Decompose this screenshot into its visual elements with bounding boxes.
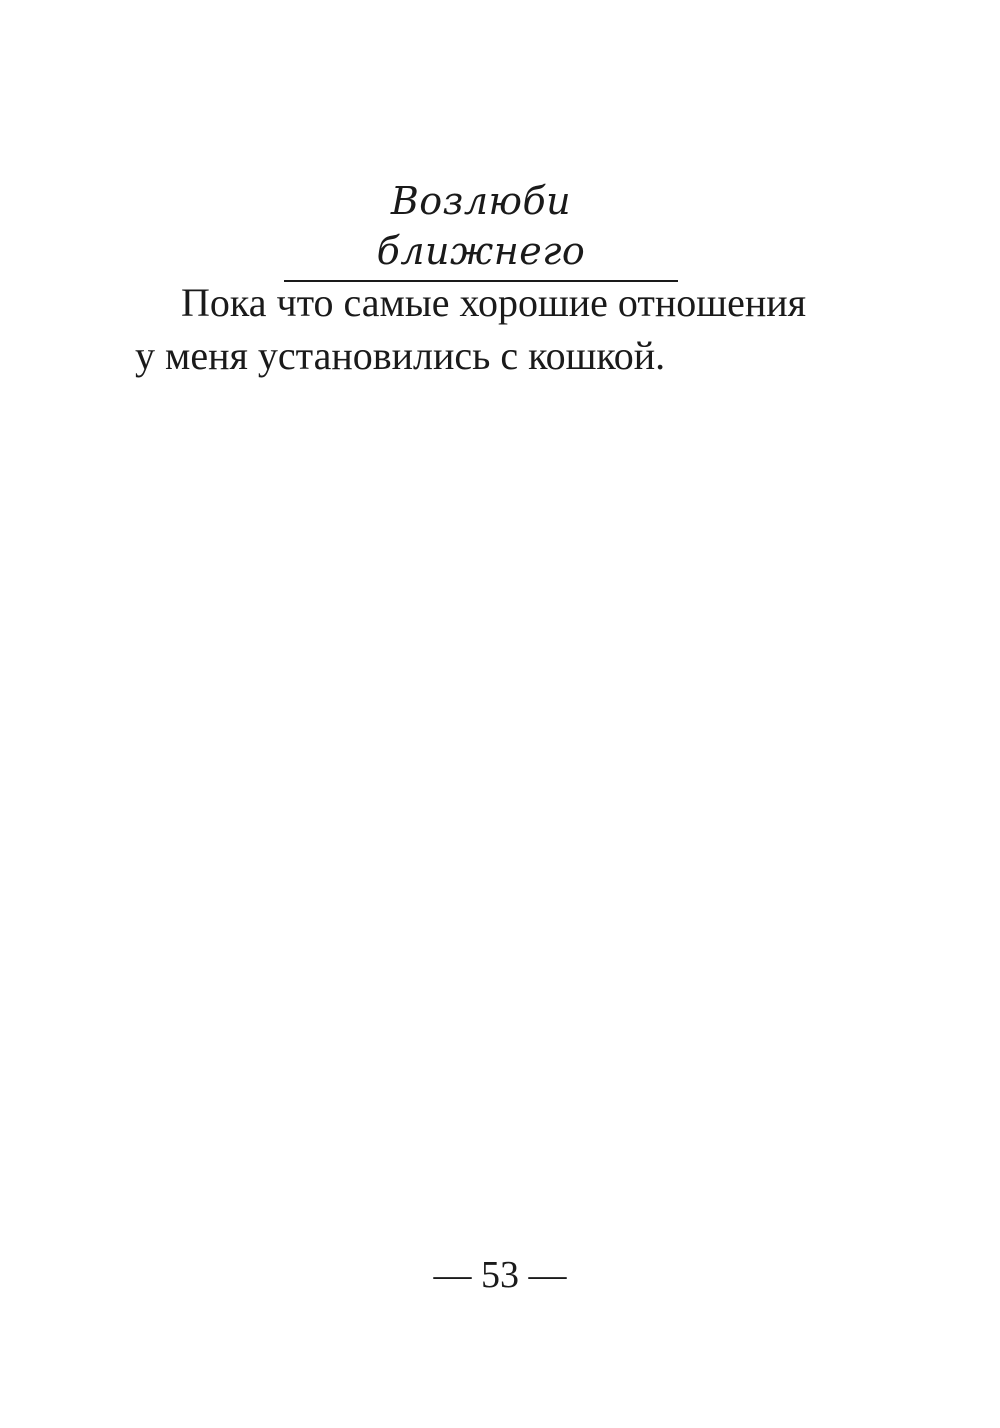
paragraph-line: Пока что самые хорошие отношения: [181, 280, 807, 325]
body-paragraph: [135, 276, 855, 382]
chapter-heading: [284, 176, 678, 282]
page-number: — 53 —: [433, 1254, 567, 1296]
paragraph-line: у меня установились с кошкой.: [135, 333, 666, 378]
chapter-title: Возлюби ближнего: [376, 179, 586, 273]
